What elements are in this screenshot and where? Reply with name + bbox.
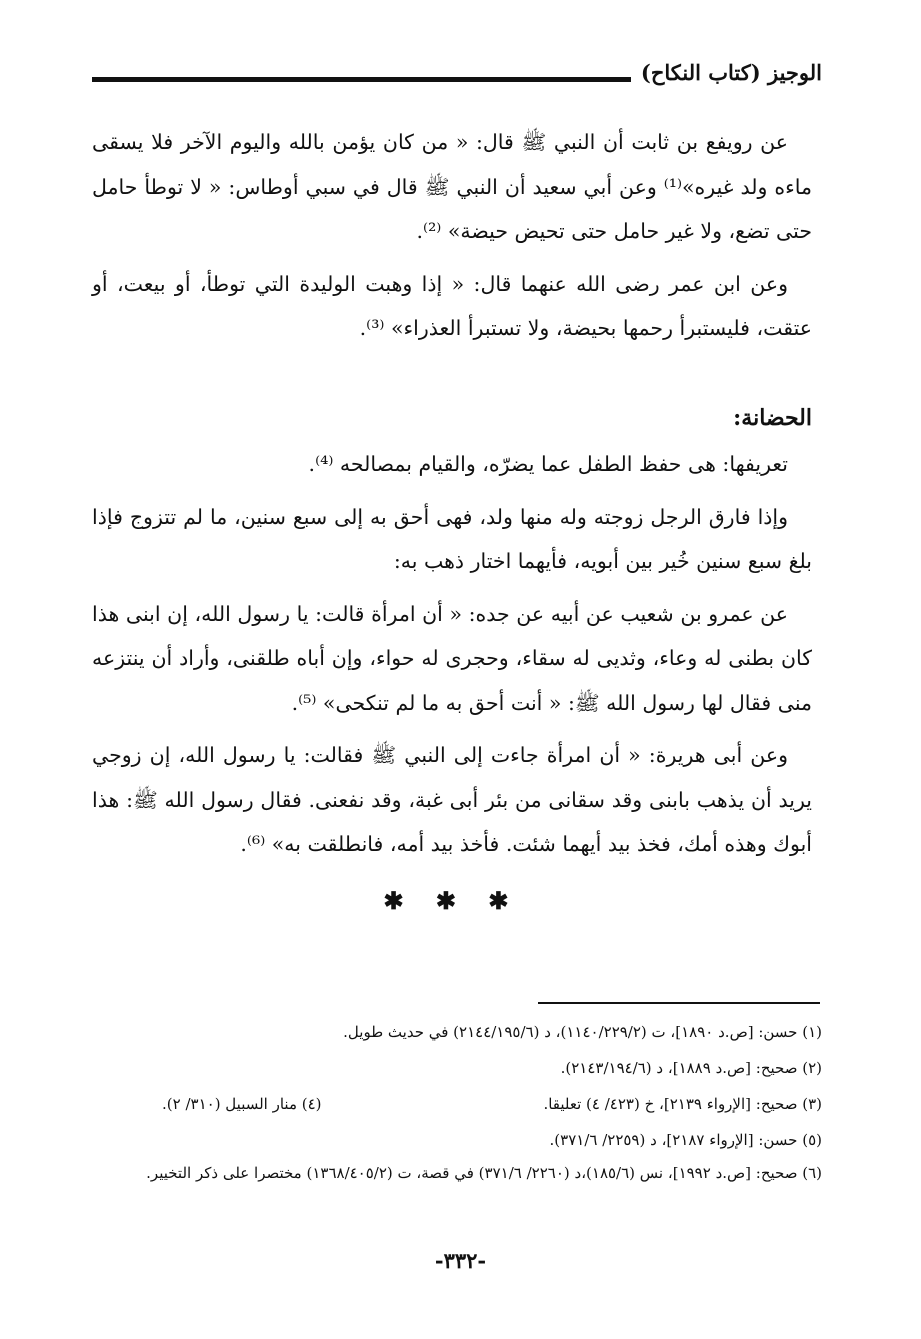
section-heading: الحضانة:	[733, 404, 812, 431]
footnote-5	[92, 1122, 822, 1158]
footnote-4-text: (٤) منار السبيل (٣١٠/ ٢).	[162, 1095, 322, 1113]
running-header	[92, 52, 822, 92]
footnote-2	[92, 1050, 822, 1086]
footnote-3-text: (٣) صحيح: [الإرواء ٢١٣٩]، خ (٤٢٣/ ٤) تعليقا.	[543, 1095, 822, 1113]
paragraph-6: وعن أبى هريرة: « أن امرأة جاءت إلى النبي ﷺ فقالت: يا رسول الله، إن زوجي يريد أن يذهب بابنى وقد سقانى من بئر أبى غبة، وقد نفعنى. فقال رسول الله ﷺ: هذا أبوك وهذه أمك، فخذ بيد أيهما شئت. فأخذ بيد أمه، فانطلقت به» ⁽⁶⁾.	[92, 743, 812, 856]
header-rule	[92, 77, 631, 82]
footnote-rule	[538, 1002, 820, 1004]
footnote-5-text: (٥) حسن: [الإرواء ٢١٨٧]، د (٢٢٥٩/ ٣٧١/٦).	[549, 1131, 822, 1149]
running-header-title: الوجيز (كتاب النكاح)	[640, 59, 822, 85]
paragraph-4: وإذا فارق الرجل زوجته وله منها ولد، فهى أحق به إلى سبع سنين، ما لم تتزوج فإذا بلغ سبع سنين خُير بين أبويه، فأيهما اختار ذهب به:	[92, 504, 812, 573]
section-divider-stars: ✱ ✱ ✱	[383, 885, 521, 915]
paragraph-2: وعن ابن عمر رضى الله عنهما قال: « إذا وهبت الوليدة التي توطأ، أو بيعت، أو عتقت، فليستبرأ رحمها بحيضة، ولا تستبرأ العذراء» ⁽³⁾.	[92, 271, 812, 340]
footnote-1-text: (١) حسن: [ص.د ١٨٩٠]، ت (١١٤٠/٢٢٩/٢)، د (٢١٤٤/١٩٥/٦) في حديث طويل.	[343, 1023, 822, 1041]
paragraph-5: عن عمرو بن شعيب عن أبيه عن جده: « أن امرأة قالت: يا رسول الله، إن ابنى هذا كان بطنى له وعاء، وثديى له سقاء، وحجرى له حواء، وإن أباه طلقنى، وأراد أن ينتزعه منى فقال لها رسول الله ﷺ: « أنت أحق به ما لم تنكحى» ⁽⁵⁾.	[92, 601, 812, 715]
page-number: -٣٣٢-	[434, 1248, 487, 1273]
footnote-2-text: (٢) صحيح: [ص.د ١٨٨٩]، د (٢١٤٣/١٩٤/٦).	[560, 1059, 822, 1077]
paragraph-3: تعريفها: هى حفظ الطفل عما يضرّه، والقيام بمصالحه ⁽⁴⁾.	[308, 452, 788, 476]
footnotes	[92, 1014, 822, 1188]
footnote-3-4-row	[92, 1086, 822, 1122]
footnote-6-text: (٦) صحيح: [ص.د ١٩٩٢]، نس (١٨٥/٦)،د (٢٢٦٠/ ٣٧١/٦) في قصة، ت (١٣٦٨/٤٠٥/٢) مختصرا على ذكر التخيير.	[146, 1164, 822, 1182]
footnote-1	[92, 1014, 822, 1050]
main-text	[92, 120, 812, 923]
footnote-6	[92, 1158, 822, 1188]
paragraph-1: عن رويفع بن ثابت أن النبي ﷺ قال: « من كان يؤمن بالله واليوم الآخر فلا يسقى ماءه ولد غيره»⁽¹⁾ وعن أبي سعيد أن النبي ﷺ قال في سبي أوطاس: « لا توطأ حامل حتى تضع، ولا غير حامل حتى تحيض حيضة» ⁽²⁾.	[92, 130, 812, 243]
